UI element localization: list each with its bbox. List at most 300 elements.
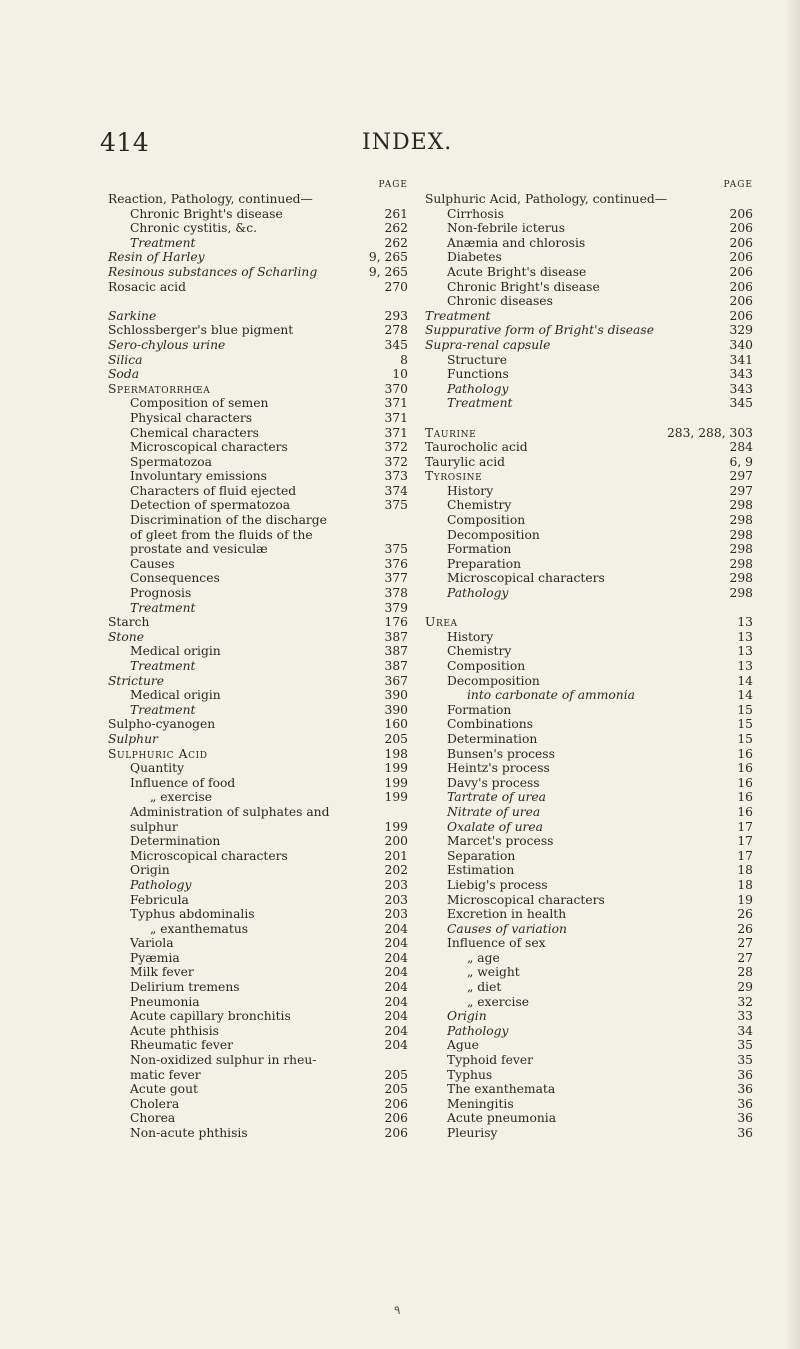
entry-term: Preparation: [447, 556, 522, 571]
index-entry: [425, 1068, 753, 1083]
index-entry: [425, 382, 753, 397]
entry-term: Causes: [130, 556, 175, 571]
index-entry: [108, 426, 408, 441]
index-entry: [425, 630, 753, 645]
entry-term: Composition of semen: [130, 396, 269, 411]
index-entry: [108, 586, 408, 601]
entry-term: Liebig's process: [447, 877, 548, 892]
index-entry: [425, 528, 753, 543]
entry-page-ref: 261: [384, 206, 408, 221]
entry-term: Variola: [130, 936, 174, 951]
entry-term: Origin: [447, 1009, 487, 1024]
index-entry: [108, 323, 408, 338]
index-entry: [425, 1111, 753, 1126]
entry-term: Nitrate of urea: [447, 804, 541, 819]
entry-page-ref: 9, 265: [368, 250, 408, 265]
entry-page-ref: 27: [737, 950, 753, 965]
entry-page-ref: 376: [384, 556, 408, 571]
index-entry: [425, 776, 753, 791]
entry-term: Pathology: [447, 586, 509, 601]
entry-term: Consequences: [130, 571, 220, 586]
entry-page-ref: 204: [384, 1038, 408, 1053]
entry-page-ref: 26: [737, 907, 753, 922]
entry-page-ref: 379: [384, 600, 408, 615]
index-entry: [108, 980, 408, 995]
entry-page-ref: 202: [384, 863, 408, 878]
entry-term: Resinous substances of Scharling: [108, 264, 318, 279]
entry-page-ref: 340: [729, 337, 753, 352]
entry-page-ref: 343: [729, 367, 753, 382]
entry-term: Determination: [447, 731, 538, 746]
entry-page-ref: 206: [729, 235, 753, 250]
entry-page-ref: 10: [392, 367, 408, 382]
index-entry: [425, 1053, 753, 1068]
entry-page-ref: 35: [737, 1038, 753, 1053]
entry-page-ref: 14: [737, 688, 753, 703]
entry-page-ref: 9, 265: [368, 264, 408, 279]
entry-term: Sulphuric Acid: [108, 746, 208, 761]
entry-term: Acute phthisis: [130, 1023, 219, 1038]
entry-term: Febricula: [130, 892, 189, 907]
page-header: [0, 128, 800, 168]
entry-page-ref: 36: [737, 1082, 753, 1097]
entry-term: Typhus: [447, 1067, 493, 1082]
index-entry: [425, 995, 753, 1010]
index-entry: [108, 469, 408, 484]
entry-term: Chronic diseases: [447, 294, 553, 309]
index-entry: [425, 907, 753, 922]
entry-term: Milk fever: [130, 965, 194, 980]
index-entry: [425, 644, 753, 659]
index-entry: [108, 907, 408, 922]
index-entry: [108, 922, 408, 937]
entry-term: Non-febrile icterus: [447, 221, 566, 236]
index-entry: [425, 659, 753, 674]
index-entry: [425, 440, 753, 455]
running-head: INDEX.: [362, 130, 453, 155]
entry-page-ref: 29: [737, 980, 753, 995]
entry-term: Suppurative form of Bright's disease: [425, 323, 654, 338]
entry-page-ref: 204: [384, 950, 408, 965]
entry-page-ref: 206: [729, 279, 753, 294]
index-entry: [425, 951, 753, 966]
entry-term: Reaction, Pathology, continued—: [108, 192, 313, 206]
entry-term: The exanthemata: [447, 1082, 556, 1097]
index-entry: [108, 571, 408, 586]
index-entry: [425, 980, 753, 995]
index-entry: [108, 688, 408, 703]
index-entry: [425, 455, 753, 470]
entry-page-ref: 278: [384, 323, 408, 338]
index-entry: [425, 557, 753, 572]
entry-page-ref: 201: [384, 848, 408, 863]
page-number: 414: [100, 128, 150, 157]
index-entry: [425, 849, 753, 864]
entry-page-ref: 206: [384, 1126, 408, 1140]
index-entry: [108, 644, 408, 659]
index-entry: [108, 936, 408, 951]
entry-term: Microscopical characters: [447, 571, 605, 586]
index-entry: [108, 513, 408, 528]
index-entry: [425, 893, 753, 908]
entry-term: Silica: [108, 352, 143, 367]
index-column-right: [425, 178, 753, 1141]
index-entry: [108, 761, 408, 776]
entry-term: Davy's process: [447, 775, 540, 790]
index-entry: [425, 353, 753, 368]
entry-term: Decomposition: [447, 673, 540, 688]
entry-term: matic fever: [130, 1067, 201, 1082]
entry-term: Supra-renal capsule: [425, 337, 551, 352]
entry-term: Bunsen's process: [447, 746, 555, 761]
entry-page-ref: 16: [737, 761, 753, 776]
entry-page-ref: 203: [384, 907, 408, 922]
entry-page-ref: 298: [729, 542, 753, 557]
index-entry: [108, 498, 408, 513]
index-entry: [108, 309, 408, 324]
entry-term: History: [447, 629, 494, 644]
entry-page-ref: 297: [729, 483, 753, 498]
index-entry: [108, 207, 408, 222]
index-entry: [108, 280, 408, 295]
entry-term: Chronic Bright's disease: [447, 279, 600, 294]
index-entry: [108, 849, 408, 864]
entry-page-ref: 372: [384, 440, 408, 455]
entry-term: Acute capillary bronchitis: [130, 1009, 291, 1024]
entry-page-ref: 204: [384, 921, 408, 936]
entry-page-ref: 298: [729, 527, 753, 542]
index-entry: [425, 1126, 753, 1141]
entry-page-ref: 387: [384, 629, 408, 644]
entry-term: Stone: [108, 629, 144, 644]
index-entry: [425, 674, 753, 689]
entry-page-ref: 18: [737, 863, 753, 878]
entry-term: Functions: [447, 367, 509, 382]
entry-term: Origin: [130, 863, 170, 878]
index-entry: [108, 455, 408, 470]
entry-term: of gleet from the fluids of the: [130, 527, 313, 542]
entry-term: Taurine: [425, 425, 477, 440]
entry-page-ref: 16: [737, 775, 753, 790]
index-entry: [108, 1082, 408, 1097]
entry-term: Treatment: [130, 235, 196, 250]
index-entry: [108, 1097, 408, 1112]
entry-page-ref: 206: [384, 1111, 408, 1126]
entry-term: Chemistry: [447, 644, 512, 659]
entry-term: Typhus abdominalis: [130, 907, 255, 922]
index-entry: [108, 411, 408, 426]
entry-term: Treatment: [130, 702, 196, 717]
index-entry: [425, 513, 753, 528]
entry-page-ref: 390: [384, 688, 408, 703]
entry-page-ref: 206: [729, 294, 753, 309]
entry-term: „ weight: [467, 965, 520, 980]
index-entry: [108, 236, 408, 251]
entry-page-ref: 372: [384, 454, 408, 469]
entry-page-ref: 36: [737, 1126, 753, 1140]
entry-term: „ exanthematus: [150, 921, 249, 936]
entry-term: Involuntary emissions: [130, 469, 267, 484]
entry-gap: [108, 294, 408, 309]
index-entry: [425, 294, 753, 309]
entry-term: Meningitis: [447, 1096, 514, 1111]
entry-page-ref: 206: [729, 206, 753, 221]
entry-term: History: [447, 483, 494, 498]
index-entry: [108, 367, 408, 382]
index-entry: [425, 571, 753, 586]
index-entry: [108, 820, 408, 835]
entry-term: Acute Bright's disease: [447, 264, 587, 279]
index-entry: [108, 192, 408, 207]
index-entry: [425, 192, 753, 207]
entry-term: Non-oxidized sulphur in rheu-: [130, 1053, 317, 1068]
entry-term: Formation: [447, 542, 512, 557]
entry-term: Pathology: [447, 1023, 509, 1038]
entry-page-ref: 16: [737, 790, 753, 805]
index-entry: [108, 440, 408, 455]
entry-term: Starch: [108, 615, 150, 630]
entry-term: Physical characters: [130, 410, 253, 425]
entry-page-ref: 203: [384, 892, 408, 907]
index-entry: [108, 484, 408, 499]
index-entry: [108, 995, 408, 1010]
entry-page-ref: 16: [737, 804, 753, 819]
entry-page-ref: 371: [384, 410, 408, 425]
entry-term: Influence of sex: [447, 936, 546, 951]
index-entry: [425, 1038, 753, 1053]
entry-page-ref: 204: [384, 994, 408, 1009]
index-entry: [108, 557, 408, 572]
bottom-mark: ٩: [394, 1303, 401, 1317]
index-entries-right: [425, 192, 753, 1141]
entry-page-ref: 204: [384, 936, 408, 951]
entry-term: Determination: [130, 834, 221, 849]
index-entry: [425, 1097, 753, 1112]
index-entry: [108, 790, 408, 805]
entry-page-ref: 199: [384, 819, 408, 834]
entry-page-ref: 206: [729, 221, 753, 236]
entry-page-ref: 200: [384, 834, 408, 849]
entry-page-ref: 377: [384, 571, 408, 586]
index-entry: [425, 965, 753, 980]
entry-page-ref: 8: [400, 352, 408, 367]
index-entry: [425, 820, 753, 835]
entry-term: Medical origin: [130, 688, 221, 703]
entry-term: Prognosis: [130, 586, 192, 601]
entry-term: Structure: [447, 352, 508, 367]
entry-term: Tyrosine: [425, 469, 483, 484]
entry-term: Resin of Harley: [108, 250, 205, 265]
index-entry: [108, 863, 408, 878]
index-entry: [425, 717, 753, 732]
entry-page-ref: 387: [384, 659, 408, 673]
entry-page-ref: 27: [737, 936, 753, 951]
index-entry: [108, 250, 408, 265]
entry-term: Decomposition: [447, 527, 540, 542]
entry-page-ref: 206: [384, 1096, 408, 1111]
index-entry: [425, 396, 753, 411]
entry-term: Combinations: [447, 717, 534, 732]
index-entry: [108, 893, 408, 908]
index-entry: [425, 615, 753, 630]
entry-term: Delirium tremens: [130, 980, 240, 995]
entry-term: „ exercise: [150, 790, 213, 805]
entry-term: Sulpho-cyanogen: [108, 717, 216, 732]
entry-term: Treatment: [130, 600, 196, 615]
index-entry: [425, 338, 753, 353]
index-entry: [108, 776, 408, 791]
index-entry: [425, 265, 753, 280]
entry-term: Marcet's process: [447, 834, 554, 849]
entry-page-ref: 6, 9: [729, 454, 753, 469]
index-entry: [108, 338, 408, 353]
entry-term: Treatment: [425, 308, 491, 323]
index-entry: [425, 221, 753, 236]
entry-term: Rosacic acid: [108, 279, 186, 294]
entry-page-ref: 375: [384, 498, 408, 513]
index-entry: [425, 1009, 753, 1024]
index-entry: [425, 250, 753, 265]
entry-term: Oxalate of urea: [447, 819, 544, 834]
entry-term: Acute pneumonia: [447, 1111, 557, 1126]
entry-term: Acute gout: [130, 1082, 198, 1097]
entry-page-ref: 17: [737, 834, 753, 849]
entry-page-ref: 371: [384, 396, 408, 411]
entry-term: „ exercise: [467, 994, 530, 1009]
entry-term: Treatment: [130, 659, 196, 673]
index-entry: [425, 790, 753, 805]
index-entry: [425, 688, 753, 703]
entry-page-ref: 36: [737, 1067, 753, 1082]
entry-page-ref: 199: [384, 761, 408, 776]
entry-term: Rheumatic fever: [130, 1038, 233, 1053]
index-entry: [108, 1068, 408, 1083]
page-column-label: PAGE: [378, 180, 408, 190]
entry-term: Urea: [425, 615, 458, 630]
index-entry: [425, 484, 753, 499]
index-entry: [425, 367, 753, 382]
index-entry: [108, 717, 408, 732]
index-entry: [108, 1009, 408, 1024]
entry-term: Non-acute phthisis: [130, 1126, 248, 1140]
entry-page-ref: 198: [384, 746, 408, 761]
index-entry: [108, 528, 408, 543]
entry-term: Soda: [108, 367, 140, 382]
entry-page-ref: 34: [737, 1023, 753, 1038]
index-entry: [425, 469, 753, 484]
entry-page-ref: 199: [384, 790, 408, 805]
entry-page-ref: 36: [737, 1111, 753, 1126]
entry-page-ref: 15: [737, 731, 753, 746]
entry-term: Microscopical characters: [130, 440, 288, 455]
entry-term: Spermatorrhœa: [108, 381, 211, 396]
entry-term: Tartrate of urea: [447, 790, 547, 805]
entry-page-ref: 390: [384, 702, 408, 717]
entry-term: Anæmia and chlorosis: [447, 235, 586, 250]
entry-term: sulphur: [130, 819, 178, 834]
index-entry: [108, 615, 408, 630]
entry-page-ref: 387: [384, 644, 408, 659]
entry-page-ref: 14: [737, 673, 753, 688]
entry-term: Microscopical characters: [130, 848, 288, 863]
index-entry: [425, 936, 753, 951]
entry-gap: [425, 601, 753, 616]
index-entry: [425, 280, 753, 295]
entry-page-ref: 206: [729, 308, 753, 323]
entry-page-ref: 13: [737, 629, 753, 644]
entry-page-ref: 204: [384, 1023, 408, 1038]
entry-page-ref: 13: [737, 644, 753, 659]
entry-term: „ diet: [467, 980, 502, 995]
entry-page-ref: 345: [729, 396, 753, 411]
entry-term: Characters of fluid ejected: [130, 483, 297, 498]
entry-page-ref: 367: [384, 673, 408, 688]
index-entry: [425, 805, 753, 820]
index-entry: [108, 1024, 408, 1039]
entry-page-ref: 283, 288, 303: [666, 425, 753, 440]
entry-term: Sulphur: [108, 731, 158, 746]
index-entry: [425, 1024, 753, 1039]
entry-page-ref: 373: [384, 469, 408, 484]
entry-page-ref: 262: [384, 235, 408, 250]
index-entry: [425, 761, 753, 776]
entry-term: Sarkine: [108, 308, 157, 323]
entry-term: Pneumonia: [130, 994, 200, 1009]
entry-term: Taurocholic acid: [425, 440, 528, 455]
entry-page-ref: 32: [737, 994, 753, 1009]
index-column-left: [108, 178, 408, 1141]
index-entry: [425, 426, 753, 441]
entry-page-ref: 206: [729, 264, 753, 279]
index-entry: [425, 834, 753, 849]
index-entry: [425, 878, 753, 893]
entry-term: Schlossberger's blue pigment: [108, 323, 294, 338]
entry-term: Treatment: [447, 396, 513, 411]
index-entry: [108, 1111, 408, 1126]
entry-page-ref: 370: [384, 381, 408, 396]
entry-term: Composition: [447, 513, 526, 528]
index-entries-left: [108, 192, 408, 1141]
entry-term: Pleurisy: [447, 1126, 498, 1140]
index-entry: [108, 747, 408, 762]
entry-term: Chemical characters: [130, 425, 259, 440]
entry-page-ref: 17: [737, 819, 753, 834]
entry-term: Chronic cystitis, &c.: [130, 221, 258, 236]
index-entry: [108, 1038, 408, 1053]
entry-page-ref: 203: [384, 877, 408, 892]
entry-page-ref: 13: [737, 659, 753, 673]
index-entry: [108, 703, 408, 718]
index-entry: [108, 965, 408, 980]
entry-term: Sero-chylous urine: [108, 337, 226, 352]
entry-page-ref: 13: [737, 615, 753, 630]
index-entry: [425, 542, 753, 557]
entry-term: Spermatozoa: [130, 454, 213, 469]
entry-term: Pyæmia: [130, 950, 180, 965]
entry-term: Chronic Bright's disease: [130, 206, 283, 221]
index-entry: [108, 659, 408, 674]
entry-page-ref: 375: [384, 542, 408, 557]
index-entry: [425, 747, 753, 762]
entry-page-ref: 19: [737, 892, 753, 907]
entry-term: Influence of food: [130, 775, 236, 790]
index-entry: [425, 323, 753, 338]
index-entry: [425, 732, 753, 747]
entry-page-ref: 206: [729, 250, 753, 265]
index-entry: [108, 221, 408, 236]
entry-page-ref: 298: [729, 571, 753, 586]
entry-page-ref: 160: [384, 717, 408, 732]
